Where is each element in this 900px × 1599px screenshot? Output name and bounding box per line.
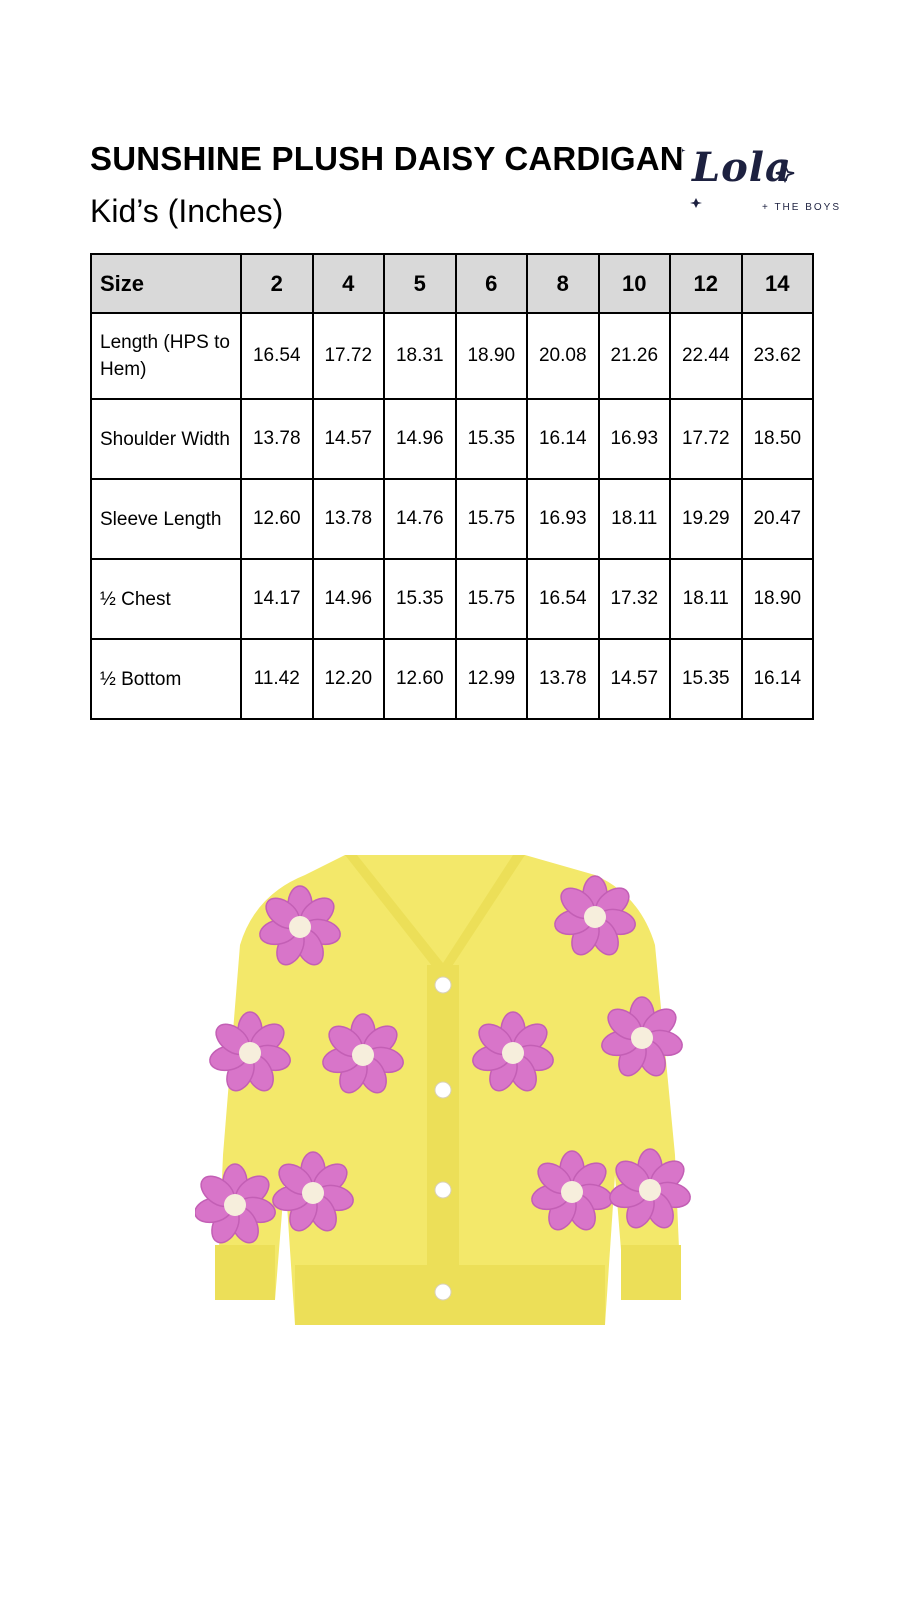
- table-cell: 15.35: [670, 639, 742, 719]
- table-row: [91, 313, 813, 399]
- table-cell: 16.93: [599, 399, 671, 479]
- table-cell: 23.62: [742, 313, 814, 399]
- table-row: [91, 559, 813, 639]
- cardigan-left-cuff: [215, 1245, 275, 1300]
- cardigan-button: [435, 977, 451, 993]
- cardigan-button: [435, 1284, 451, 1300]
- table-cell: 18.90: [742, 559, 814, 639]
- table-cell: 14.96: [313, 559, 385, 639]
- row-label: Sleeve Length: [91, 479, 241, 559]
- table-cell: 14.57: [599, 639, 671, 719]
- table-cell: 19.29: [670, 479, 742, 559]
- table-cell: 14.17: [241, 559, 313, 639]
- table-cell: 12.99: [456, 639, 528, 719]
- logo-script-text: Lola: [692, 144, 792, 191]
- cardigan-button: [435, 1082, 451, 1098]
- table-cell: 17.72: [313, 313, 385, 399]
- column-header: 2: [241, 254, 313, 313]
- table-cell: 14.76: [384, 479, 456, 559]
- size-chart-table: [90, 253, 814, 720]
- logo-tagline: + THE BOYS: [762, 202, 842, 213]
- column-header: 10: [599, 254, 671, 313]
- cardigan-right-cuff: [621, 1245, 681, 1300]
- row-label: Length (HPS to Hem): [91, 313, 241, 399]
- table-cell: 11.42: [241, 639, 313, 719]
- table-cell: 20.47: [742, 479, 814, 559]
- column-header: 12: [670, 254, 742, 313]
- table-cell: 17.72: [670, 399, 742, 479]
- column-header: 4: [313, 254, 385, 313]
- table-row: [91, 479, 813, 559]
- table-cell: 20.08: [527, 313, 599, 399]
- table-cell: 13.78: [313, 479, 385, 559]
- page-title: SUNSHINE PLUSH DAISY CARDIGAN: [90, 140, 684, 177]
- column-header: 6: [456, 254, 528, 313]
- table-cell: 15.75: [456, 559, 528, 639]
- table-cell: 18.50: [742, 399, 814, 479]
- column-header: 5: [384, 254, 456, 313]
- page-subtitle: Kid’s (Inches): [90, 193, 284, 229]
- table-cell: 12.60: [384, 639, 456, 719]
- table-cell: 16.54: [241, 313, 313, 399]
- product-image: [195, 855, 705, 1355]
- table-cell: 13.78: [527, 639, 599, 719]
- table-header-row: [91, 254, 813, 313]
- table-cell: 12.60: [241, 479, 313, 559]
- column-header: 14: [742, 254, 814, 313]
- row-label: Shoulder Width: [91, 399, 241, 479]
- table-cell: 12.20: [313, 639, 385, 719]
- table-cell: 16.54: [527, 559, 599, 639]
- row-label: ½ Chest: [91, 559, 241, 639]
- table-row: [91, 639, 813, 719]
- table-cell: 13.78: [241, 399, 313, 479]
- table-cell: 14.57: [313, 399, 385, 479]
- table-cell: 18.31: [384, 313, 456, 399]
- brand-logo: [682, 140, 842, 220]
- cardigan-button: [435, 1182, 451, 1198]
- table-cell: 15.35: [456, 399, 528, 479]
- daisy-cardigan-illustration-icon: [195, 855, 705, 1355]
- table-row: [91, 399, 813, 479]
- table-cell: 14.96: [384, 399, 456, 479]
- table-cell: 17.32: [599, 559, 671, 639]
- table-cell: 18.11: [599, 479, 671, 559]
- table-cell: 22.44: [670, 313, 742, 399]
- column-header: Size: [91, 254, 241, 313]
- table-cell: 15.35: [384, 559, 456, 639]
- row-label: ½ Bottom: [91, 639, 241, 719]
- table-cell: 18.11: [670, 559, 742, 639]
- table-cell: 21.26: [599, 313, 671, 399]
- table-cell: 15.75: [456, 479, 528, 559]
- table-cell: 16.93: [527, 479, 599, 559]
- table-cell: 16.14: [527, 399, 599, 479]
- column-header: 8: [527, 254, 599, 313]
- table-cell: 16.14: [742, 639, 814, 719]
- table-cell: 18.90: [456, 313, 528, 399]
